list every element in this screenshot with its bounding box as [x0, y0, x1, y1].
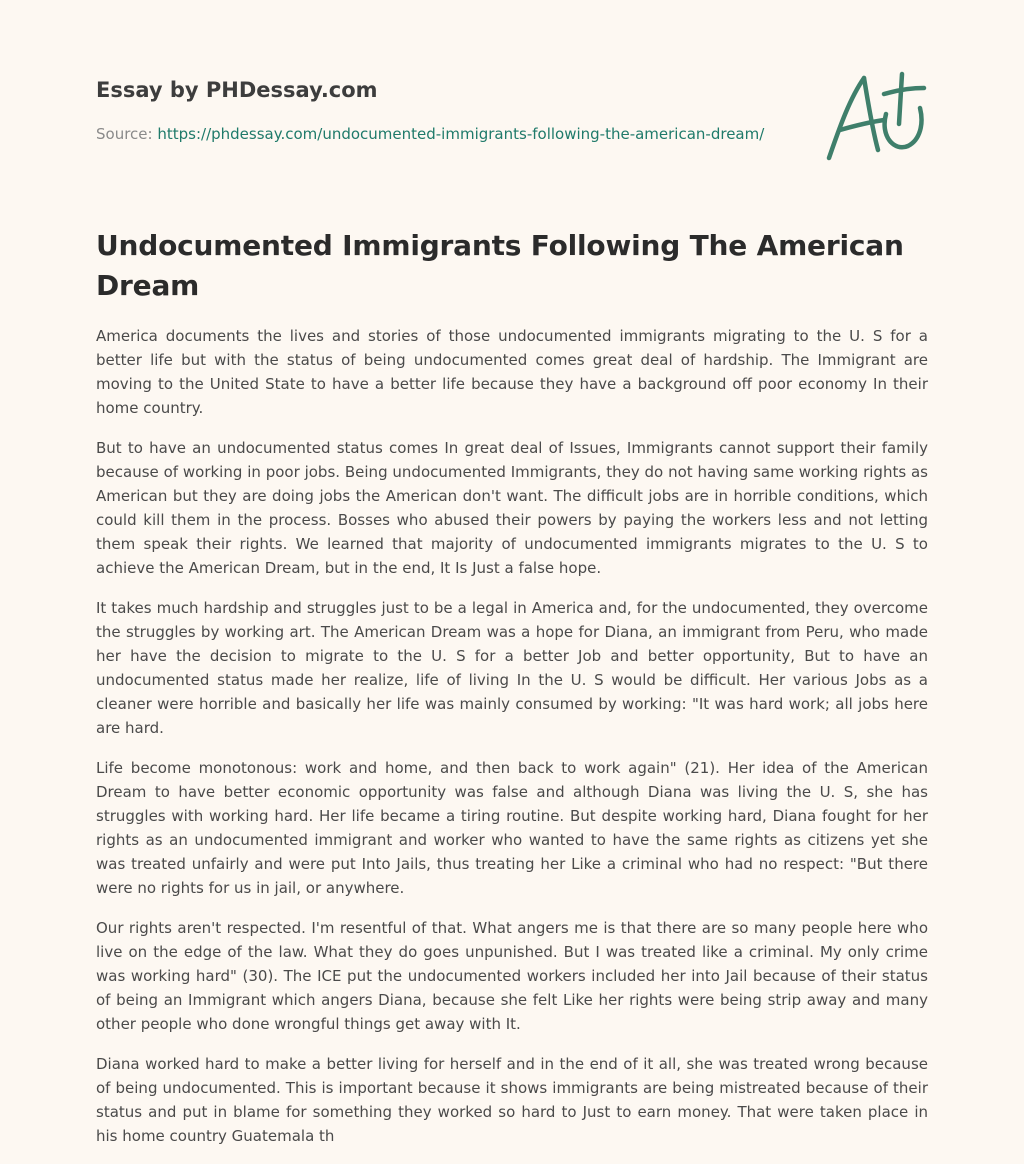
a-plus-logo — [820, 66, 930, 166]
source-link[interactable]: https://phdessay.com/undocumented-immigrants-following-the-american-dream/ — [157, 125, 765, 143]
header — [96, 76, 796, 144]
essay-title: Undocumented Immigrants Following The American Dream — [96, 229, 904, 302]
paragraph: Life become monotonous: work and home, and then back to work again" (21). Her idea of the American Dream to have better economic opportunity was false and although Diana was living the U. S, she has struggles with working hard. Her life became a tiring routine. But despite working hard, Diana fought for her rights as an undocumented immigrant and worker who wanted to have the same rights as citizens yet she was treated unfairly and were put Into Jails, thus treating her Like a criminal who had no respect: "But there were no rights for us in jail, or anywhere. — [96, 759, 928, 897]
paragraph: America documents the lives and stories of those undocumented immigrants migrating to the U. S for a better life but with the status of being undocumented comes great deal of hardship. The Immigrant are moving to the United State to have a better life because they have a background off poor economy In their home country. — [96, 327, 928, 417]
site-title: Essay by PHDessay.com — [96, 78, 378, 102]
source-label: Source: — [96, 125, 153, 143]
essay-body — [96, 324, 928, 1164]
paragraph: Diana worked hard to make a better living for herself and in the end of it all, she was treated wrong because of being undocumented. This is important because it shows immigrants are being mistreated because of their status and put in blame for something they worked so hard to Just to earn money. That were taken place in his home country Guatemala th — [96, 1055, 928, 1145]
paragraph: But to have an undocumented status comes In great deal of Issues, Immigrants cannot support their family because of working in poor jobs. Being undocumented Immigrants, they do not having same working rights as American but they are doing jobs the American don't want. The difficult jobs are in horrible conditions, which could kill them in the process. Bosses who abused their powers by paying the workers less and not letting them speak their rights. We learned that majority of undocumented immigrants migrates to the U. S to achieve the American Dream, but in the end, It Is Just a false hope. — [96, 439, 928, 577]
paragraph: Our rights aren't respected. I'm resentful of that. What angers me is that there are so many people here who live on the edge of the law. What they do goes unpunished. But I was treated like a criminal. My only crime was working hard" (30). The ICE put the undocumented workers included her into Jail because of their status of being an Immigrant which angers Diana, because she felt Like her rights were being strip away and many other people who done wrongful things get away with It. — [96, 919, 928, 1033]
paragraph: It takes much hardship and struggles just to be a legal in America and, for the undocumented, they overcome the struggles by working art. The American Dream was a hope for Diana, an immigrant from Peru, who made her have the decision to migrate to the U. S for a better Job and better opportunity, But to have an undocumented status made her realize, life of living In the U. S would be difficult. Her various Jobs as a cleaner were horrible and basically her life was mainly consumed by working: "It was hard work; all jobs here are hard. — [96, 599, 928, 737]
source-line — [96, 124, 796, 144]
